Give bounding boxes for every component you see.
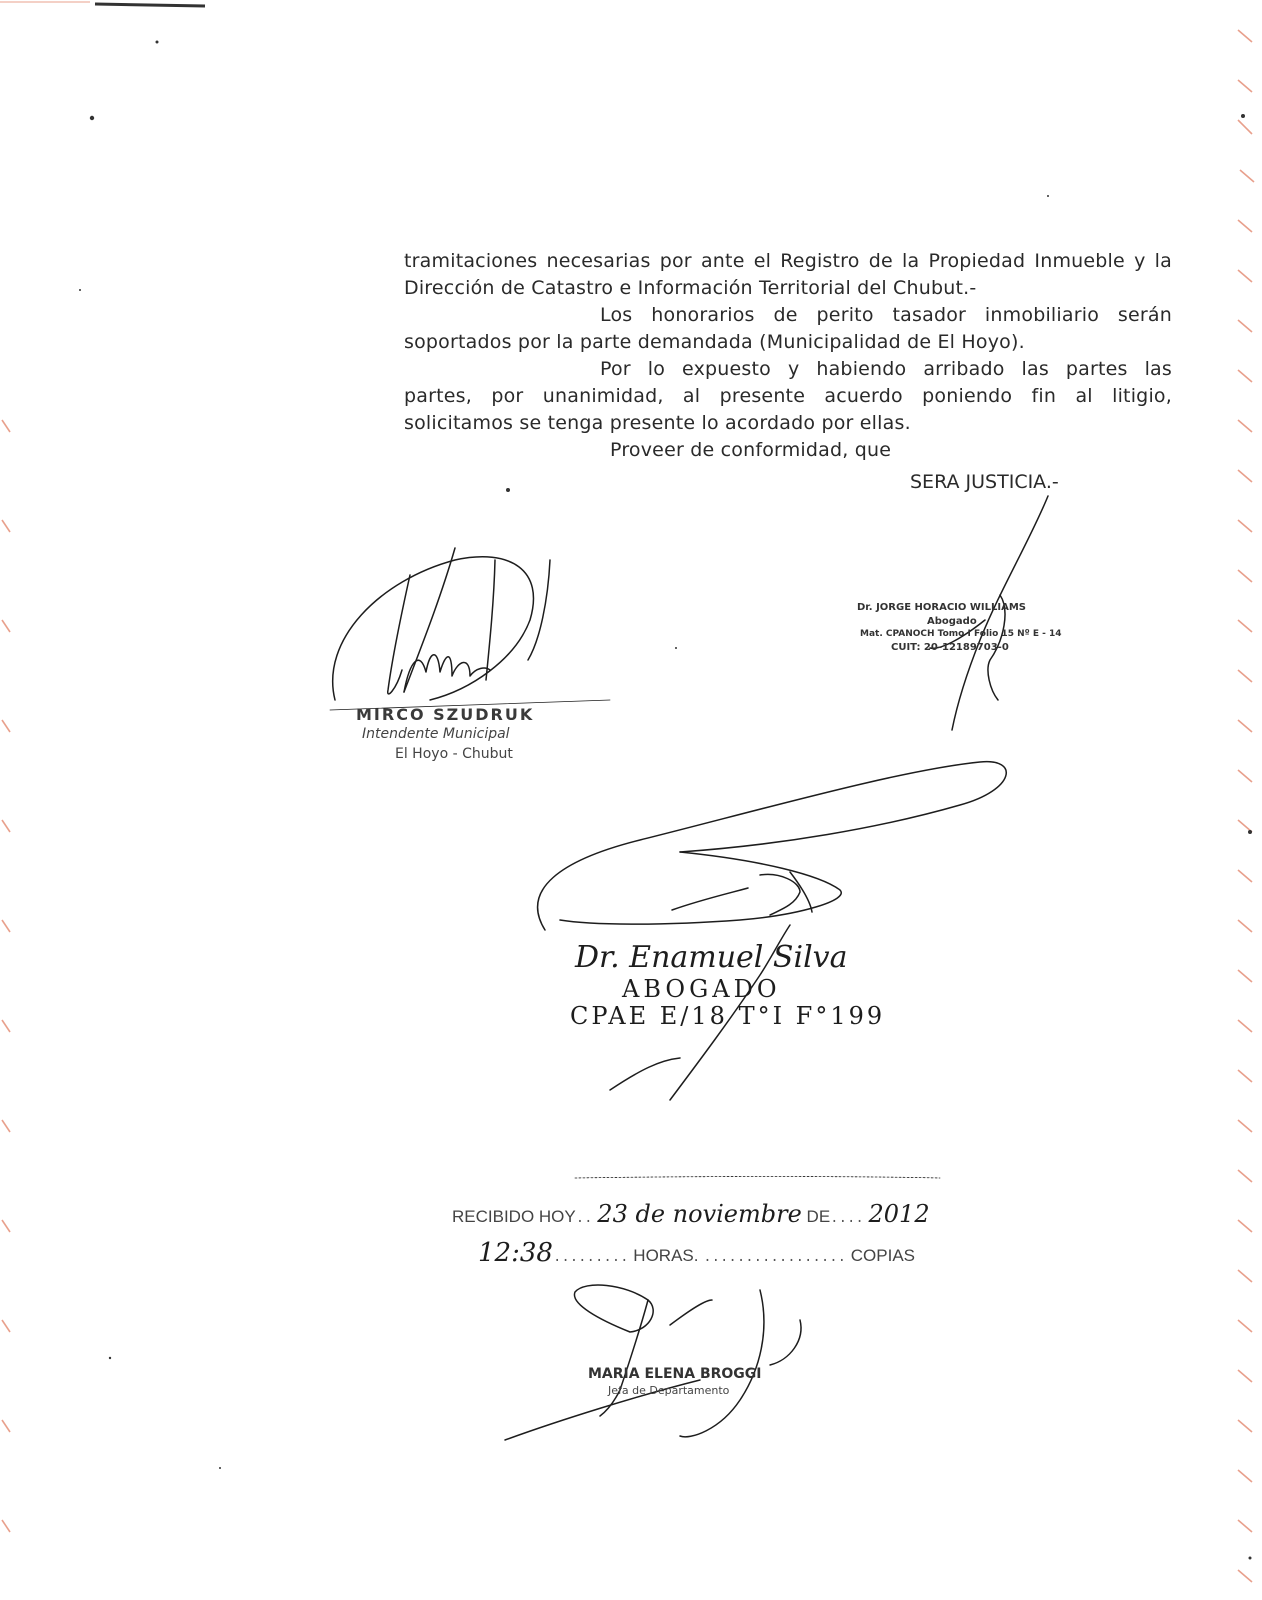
paragraph-line: partes, por unanimidad, al presente acuerdo poniendo fin al litigio,	[404, 385, 1172, 407]
stamp-broggi-title: Jefa de Departamento	[608, 1384, 730, 1397]
silva-registration-handwritten: CPAE E/18 T°I F°199	[570, 1002, 886, 1030]
closing-formula: SERA JUSTICIA.-	[910, 471, 1059, 493]
stamp-broggi-name: MARIA ELENA BROGGI	[588, 1366, 762, 1382]
stamp-williams-name: Dr. JORGE HORACIO WILLIAMS	[857, 602, 1026, 613]
paragraph-line: Por lo expuesto y habiendo arribado las partes las	[600, 358, 1172, 380]
received-horas-label: HORAS.	[633, 1246, 699, 1265]
stamp-intendente-title: Intendente Municipal	[362, 726, 510, 742]
dotted-leader: .................	[703, 1250, 847, 1266]
stamp-intendente-place: El Hoyo - Chubut	[395, 746, 513, 762]
paragraph-line: tramitaciones necesarias por ante el Registro de la Propiedad Inmueble y la	[404, 250, 1172, 272]
received-year-handwritten: 2012	[868, 1200, 930, 1228]
silva-name-handwritten: Dr. Enamuel Silva	[575, 940, 848, 975]
dotted-leader: .........	[552, 1250, 629, 1266]
stamp-williams-cuit: CUIT: 20-12189703-0	[891, 642, 1009, 653]
received-prefix: RECIBIDO HOY	[452, 1207, 576, 1226]
dotted-leader: ..	[575, 1211, 593, 1227]
silva-title-handwritten: ABOGADO	[622, 975, 781, 1003]
received-copias-label: COPIAS	[850, 1246, 916, 1265]
paragraph-line: Dirección de Catastro e Información Territorial del Chubut.-	[404, 277, 977, 299]
stamp-intendente-name: MIRCO SZUDRUK	[356, 705, 535, 724]
received-time-handwritten: 12:38	[478, 1238, 553, 1268]
paragraph-line: solicitamos se tenga presente lo acordado por ellas.	[404, 412, 911, 434]
received-stamp-line2	[478, 1238, 915, 1268]
stamp-williams-title: Abogado	[927, 616, 977, 627]
paragraph-line: Los honorarios de perito tasador inmobiliario serán	[600, 304, 1172, 326]
paragraph-line: soportados por la parte demandada (Municipalidad de El Hoyo).	[404, 331, 1025, 353]
received-de-label: DE	[806, 1207, 831, 1226]
paragraph-line: Proveer de conformidad, que	[610, 439, 892, 461]
received-stamp-line1	[452, 1200, 930, 1228]
stamp-williams-matricula: Mat. CPANOCH Tomo I Folio 15 Nº E - 14	[860, 629, 1062, 639]
received-date-handwritten: 23 de noviembre	[597, 1200, 802, 1228]
dotted-leader: ....	[830, 1211, 864, 1227]
